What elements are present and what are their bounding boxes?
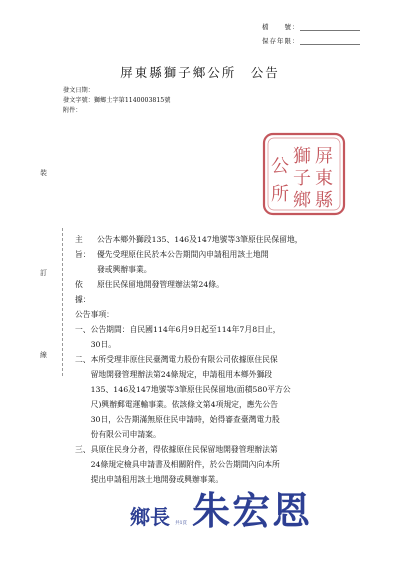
announcement-body <box>75 232 360 487</box>
item-line: 本所受理非原住民臺灣電力股份有限公司依據原住民保 <box>90 355 278 364</box>
item-number: 三、 <box>75 445 91 454</box>
svg-text:東: 東 <box>315 168 333 189</box>
subject-line: 優先受理原住民於本公告期間內申請租用該土地開 <box>97 250 269 259</box>
attachment-label: 附件： <box>63 107 82 114</box>
file-number-line <box>300 22 360 31</box>
item-line: 留地開發管理辦法第24條規定，申請租用本鄉外獅段 <box>90 370 273 379</box>
signature-block <box>130 480 330 540</box>
item-line: 24條規定檢具申請書及相關附件，於公告期間內向本所 <box>90 460 280 469</box>
svg-text:屏: 屏 <box>315 146 333 167</box>
svg-text:鄉: 鄉 <box>293 190 311 211</box>
basis-section <box>75 277 360 307</box>
subject-line: 公告本鄉外獅段135、146及147地號等3筆原住民保留地， <box>97 235 303 244</box>
item-line: 135、146及147地號等3筆原住民保留地(面積580平方公 <box>90 385 291 394</box>
binding-mark-3: 線 <box>40 351 47 359</box>
items-label: 公告事項： <box>75 310 114 319</box>
item-line: 30日，公告期滿無原住民申請時，始得審查臺灣電力股 <box>90 415 280 424</box>
item-number: 一、 <box>75 325 91 334</box>
item-number: 二、 <box>75 355 91 364</box>
item-line: 提出申請租用該土地開發或興辦事業。 <box>90 475 224 484</box>
retention-line <box>300 36 360 45</box>
svg-text:公: 公 <box>271 156 289 177</box>
document-number: 發文字號：獅鄉土字第1140003815號 <box>63 97 171 104</box>
item-line: 30日。 <box>90 340 117 349</box>
binding-line <box>62 228 63 376</box>
basis-text: 原住民保留地開發管理辦法第24條。 <box>97 280 224 289</box>
item-line: 具原住民身分者，得依據原住民保留地開發管理辦法第 <box>90 445 278 454</box>
issue-date: 發文日期： <box>63 87 94 94</box>
list-item <box>75 352 360 442</box>
list-item <box>75 322 360 352</box>
subject-text <box>97 232 303 277</box>
item-line: 份有限公司申請案。 <box>90 430 161 439</box>
file-number-label: 檔 號： <box>262 23 300 31</box>
page-title: 屏東縣獅子鄉公所 公告 <box>120 65 280 80</box>
signature-title: 鄉長 <box>130 505 170 529</box>
subject-section <box>75 232 360 277</box>
binding-mark-2: 訂 <box>40 269 47 277</box>
subject-line: 發或興辦事業。 <box>97 265 152 274</box>
svg-text:所: 所 <box>271 184 289 205</box>
retention-label: 保存年限： <box>262 37 300 45</box>
subject-label: 主旨： <box>75 235 91 259</box>
binding-mark-1: 裝 <box>40 169 47 177</box>
official-seal <box>262 132 346 216</box>
svg-text:獅: 獅 <box>293 146 311 167</box>
signature-name: 朱宏恩 <box>192 488 313 533</box>
signature-note: 共1頁 <box>175 521 187 526</box>
basis-label: 依據： <box>75 280 91 304</box>
item-line: 尺)興辦郵電運輸事業。依該條文第4項規定，應先公告 <box>90 400 278 409</box>
svg-text:縣: 縣 <box>315 190 333 211</box>
svg-text:子: 子 <box>293 168 311 189</box>
item-line: 公告期間：自民國114年6月9日起至114年7月8日止， <box>90 325 281 334</box>
